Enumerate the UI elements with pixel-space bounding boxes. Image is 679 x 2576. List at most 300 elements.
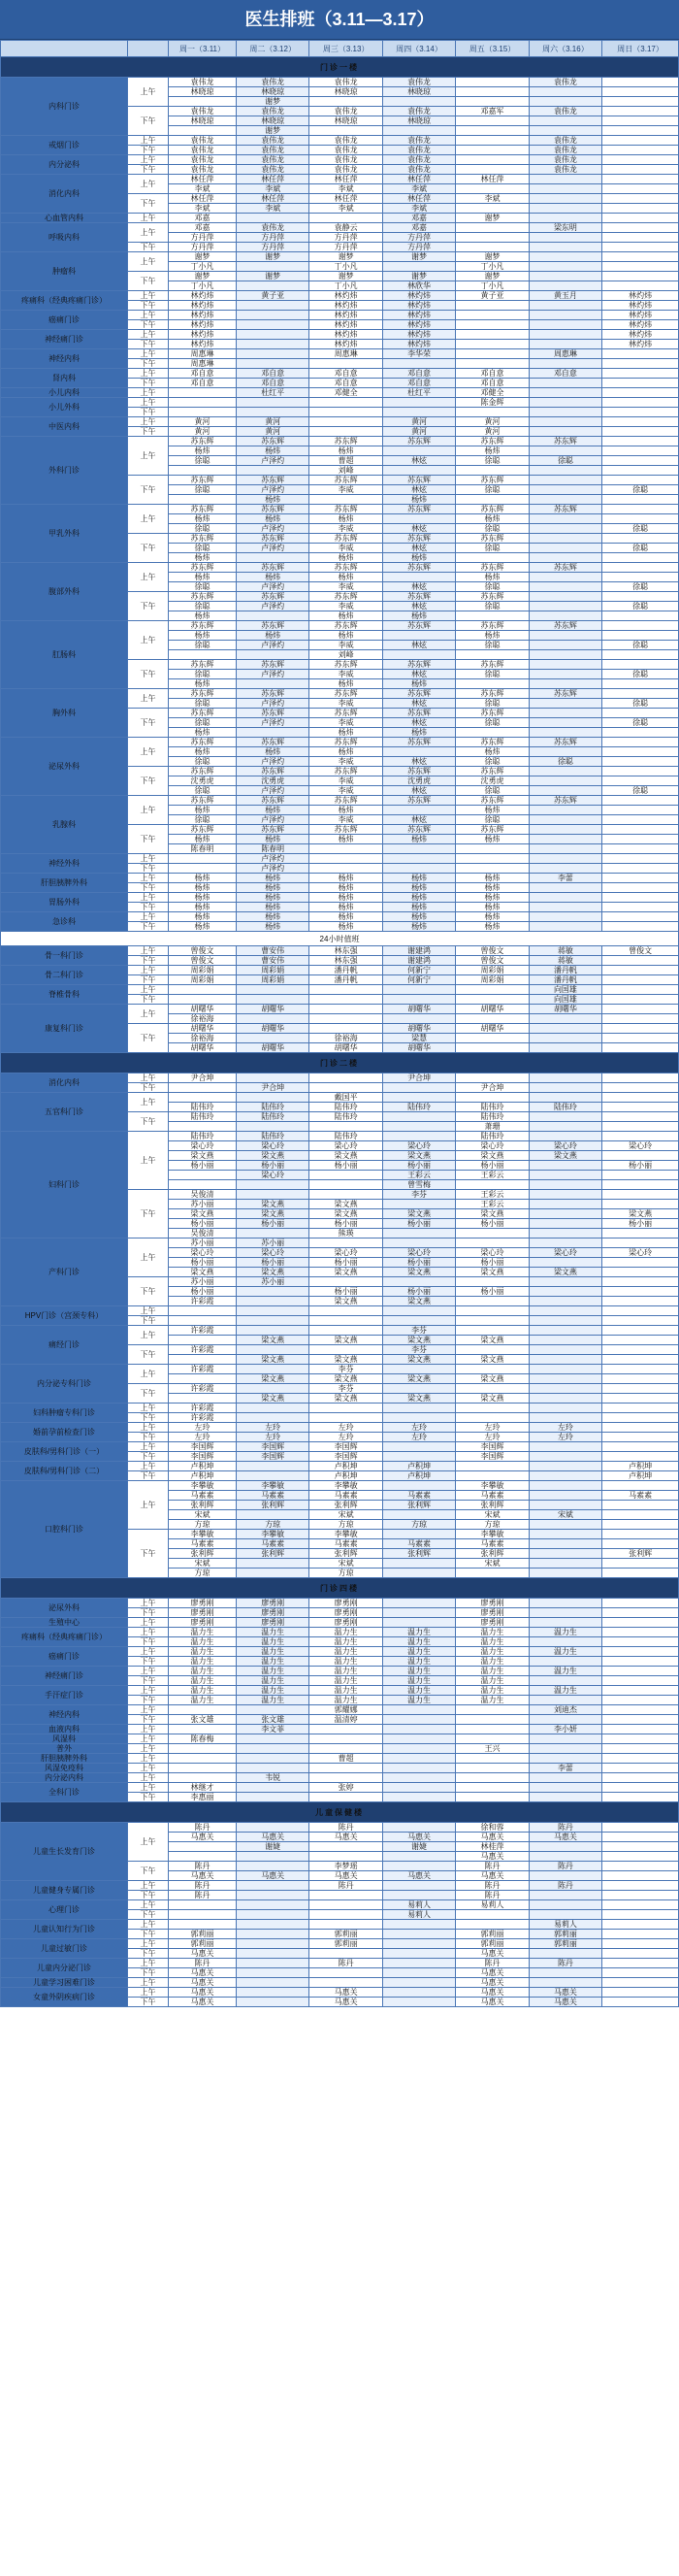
section-title: 儿童保健楼	[1, 1802, 679, 1823]
doctor-cell	[382, 1783, 455, 1793]
doctor-cell: 梁文燕	[236, 1200, 308, 1209]
half-day-label: 下午	[127, 1862, 168, 1881]
header-cell	[1, 41, 128, 57]
doctor-cell: 马惠关	[382, 1871, 455, 1881]
doctor-cell	[602, 146, 679, 155]
doctor-cell: 袁伟龙	[236, 165, 308, 175]
half-day-label: 上午	[127, 1005, 168, 1024]
doctor-cell	[602, 806, 679, 815]
table-row	[1, 1462, 679, 1471]
doctor-cell: 苏东辉	[236, 767, 308, 776]
doctor-cell: 陆伟玲	[529, 1103, 601, 1112]
doctor-cell: 林任萍	[309, 175, 382, 184]
half-day-label: 上午	[127, 175, 168, 194]
doctor-cell: 温力生	[382, 1647, 455, 1657]
table-row	[1, 1093, 679, 1103]
doctor-cell: 谢建鸿	[382, 946, 455, 956]
table-row	[1, 893, 679, 903]
doctor-cell	[236, 320, 308, 330]
doctor-cell: 邓自意	[382, 369, 455, 379]
doctor-cell: 杨炜	[382, 728, 455, 738]
doctor-cell	[529, 243, 601, 252]
doctor-cell: 邓自意	[309, 379, 382, 388]
doctor-cell: 苏东辉	[309, 689, 382, 699]
doctor-cell	[309, 1190, 382, 1200]
doctor-cell	[602, 553, 679, 563]
doctor-cell: 陈春明	[236, 844, 308, 854]
doctor-cell: 苏东辉	[309, 621, 382, 631]
doctor-cell: 苏东辉	[529, 505, 601, 514]
doctor-cell: 袁伟龙	[309, 107, 382, 116]
doctor-cell: 梁文燕	[236, 1394, 308, 1404]
doctor-cell	[602, 1014, 679, 1024]
doctor-cell: 杨小丽	[169, 1258, 237, 1268]
doctor-cell: 胡曙华	[456, 1024, 529, 1034]
doctor-cell	[456, 97, 529, 107]
doctor-cell: 杨炜	[382, 874, 455, 883]
doctor-cell: 陈丹	[456, 1959, 529, 1968]
doctor-cell: 徐聪	[602, 699, 679, 709]
doctor-cell	[529, 359, 601, 369]
table-row	[1, 1959, 679, 1968]
doctor-cell	[602, 874, 679, 883]
doctor-cell	[382, 1881, 455, 1891]
doctor-cell	[529, 379, 601, 388]
doctor-cell: 张利辉	[309, 1501, 382, 1510]
doctor-cell: 梁文燕	[382, 1297, 455, 1306]
table-row	[1, 1442, 679, 1452]
half-day-label: 上午	[127, 738, 168, 767]
doctor-cell	[309, 1920, 382, 1930]
doctor-cell	[236, 1891, 308, 1900]
doctor-cell	[236, 1744, 308, 1754]
doctor-cell: 苏东辉	[382, 709, 455, 718]
doctor-cell	[602, 1336, 679, 1345]
doctor-cell: 徐聪	[602, 786, 679, 796]
doctor-cell: 苏东辉	[456, 437, 529, 446]
doctor-cell: 温力生	[169, 1647, 237, 1657]
doctor-cell	[602, 476, 679, 485]
doctor-cell: 林炫	[382, 718, 455, 728]
dept-name: 胃肠外科	[1, 893, 128, 912]
doctor-cell: 苏东辉	[529, 689, 601, 699]
doctor-cell: 马素素	[456, 1491, 529, 1501]
doctor-cell	[382, 854, 455, 864]
doctor-cell	[529, 825, 601, 835]
doctor-cell: 卢积坤	[309, 1462, 382, 1471]
half-day-label: 上午	[127, 1599, 168, 1608]
half-day-label: 下午	[127, 1024, 168, 1053]
doctor-cell	[529, 1219, 601, 1229]
half-day-label: 下午	[127, 1968, 168, 1978]
doctor-cell	[309, 97, 382, 107]
doctor-cell: 李攀敏	[456, 1530, 529, 1539]
table-row	[1, 1705, 679, 1715]
doctor-cell: 温力生	[169, 1628, 237, 1637]
doctor-cell: 温力生	[382, 1657, 455, 1667]
doctor-cell	[169, 985, 237, 995]
table-row	[1, 223, 679, 233]
doctor-cell: 徐聪	[169, 544, 237, 553]
doctor-cell	[529, 272, 601, 281]
doctor-cell	[602, 1481, 679, 1491]
doctor-cell	[529, 1190, 601, 1200]
doctor-cell: 陆伟玲	[456, 1103, 529, 1112]
doctor-cell: 胡曙华	[309, 1043, 382, 1053]
doctor-cell: 杨小丽	[309, 1287, 382, 1297]
table-row	[1, 1599, 679, 1608]
doctor-cell: 林灼炜	[382, 301, 455, 311]
doctor-cell	[602, 1705, 679, 1715]
doctor-cell: 杨炜	[309, 446, 382, 456]
doctor-cell: 杨小丽	[602, 1161, 679, 1171]
doctor-cell	[529, 1968, 601, 1978]
header-cell: 周日（3.17）	[602, 41, 679, 57]
doctor-cell	[456, 165, 529, 175]
half-day-label: 下午	[127, 903, 168, 912]
doctor-cell: 张利辉	[382, 1501, 455, 1510]
table-row	[1, 1423, 679, 1433]
doctor-cell	[529, 97, 601, 107]
doctor-cell	[236, 1413, 308, 1423]
doctor-cell	[456, 1793, 529, 1802]
doctor-cell: 王彩云	[456, 1200, 529, 1209]
half-day-label: 下午	[127, 1190, 168, 1238]
dept-name: 内分泌专科门诊	[1, 1365, 128, 1404]
half-day-label: 下午	[127, 107, 168, 136]
doctor-cell: 徐聪	[602, 544, 679, 553]
doctor-cell: 袁伟龙	[236, 155, 308, 165]
doctor-cell: 潘丹帆	[309, 975, 382, 985]
doctor-cell	[169, 1180, 237, 1190]
doctor-cell	[236, 466, 308, 476]
table-row	[1, 1725, 679, 1734]
doctor-cell: 马惠关	[169, 1871, 237, 1881]
doctor-cell	[382, 1200, 455, 1209]
doctor-cell: 徐聪	[169, 757, 237, 767]
doctor-cell: 曹安伟	[236, 956, 308, 966]
doctor-cell: 潘丹帆	[529, 975, 601, 985]
doctor-cell: 杨炜	[382, 495, 455, 505]
half-day-label: 下午	[127, 1949, 168, 1959]
doctor-cell	[382, 573, 455, 582]
doctor-cell	[529, 446, 601, 456]
doctor-cell	[309, 1978, 382, 1988]
table-row	[1, 136, 679, 146]
doctor-cell	[602, 844, 679, 854]
doctor-cell: 李威	[309, 757, 382, 767]
doctor-cell: 林晓琼	[169, 116, 237, 126]
doctor-cell	[529, 1442, 601, 1452]
doctor-cell	[236, 1978, 308, 1988]
half-day-label: 下午	[127, 301, 168, 311]
doctor-cell	[602, 1326, 679, 1336]
half-day-label: 上午	[127, 1073, 168, 1083]
doctor-cell: 徐聪	[456, 602, 529, 611]
doctor-cell: 苏东辉	[382, 592, 455, 602]
doctor-cell: 马惠关	[236, 1871, 308, 1881]
dept-name: 脊椎骨科	[1, 985, 128, 1005]
doctor-cell	[602, 1978, 679, 1988]
doctor-cell	[456, 611, 529, 621]
doctor-cell	[456, 408, 529, 417]
doctor-cell	[602, 1297, 679, 1306]
doctor-cell	[602, 1667, 679, 1676]
doctor-cell: 杨炜	[309, 922, 382, 932]
doctor-cell: 林灼炜	[602, 311, 679, 320]
doctor-cell: 林任萍	[382, 175, 455, 184]
doctor-cell: 杨炜	[169, 611, 237, 621]
doctor-cell: 左玲	[169, 1423, 237, 1433]
doctor-cell: 苏东辉	[309, 660, 382, 670]
doctor-cell	[529, 1132, 601, 1141]
doctor-cell: 苏东辉	[382, 767, 455, 776]
doctor-cell	[456, 1384, 529, 1394]
doctor-cell	[602, 1833, 679, 1842]
doctor-cell	[529, 1462, 601, 1471]
doctor-cell: 李攀敏	[169, 1530, 237, 1539]
doctor-cell	[382, 1384, 455, 1394]
doctor-cell: 苏东辉	[382, 437, 455, 446]
half-day-label: 下午	[127, 767, 168, 796]
doctor-cell	[169, 1316, 237, 1326]
doctor-cell: 林灼炜	[602, 340, 679, 349]
doctor-cell: 温力生	[309, 1676, 382, 1686]
doctor-cell	[382, 1083, 455, 1093]
dept-name: 儿童学习困难门诊	[1, 1978, 128, 1988]
doctor-cell	[602, 767, 679, 776]
doctor-cell: 梁文燕	[602, 1209, 679, 1219]
doctor-cell: 张利辉	[309, 1549, 382, 1559]
doctor-cell: 徐聪	[602, 641, 679, 650]
doctor-cell: 苏东辉	[236, 592, 308, 602]
half-day-label: 上午	[127, 1939, 168, 1949]
doctor-cell: 温力生	[169, 1667, 237, 1676]
doctor-cell: 杨炜	[456, 514, 529, 524]
doctor-cell: 杨炜	[169, 912, 237, 922]
doctor-cell	[456, 1180, 529, 1190]
doctor-cell: 梁文燕	[456, 1374, 529, 1384]
doctor-cell	[309, 427, 382, 437]
doctor-cell: 杨小丽	[382, 1219, 455, 1229]
dept-name: 肾内科	[1, 369, 128, 388]
doctor-cell	[382, 1862, 455, 1871]
doctor-cell	[382, 1530, 455, 1539]
doctor-cell	[529, 1122, 601, 1132]
doctor-cell: 梁心玲	[309, 1141, 382, 1151]
doctor-cell	[602, 204, 679, 214]
doctor-cell: 廖勇刚	[169, 1599, 237, 1608]
doctor-cell	[169, 1336, 237, 1345]
doctor-cell	[309, 1024, 382, 1034]
doctor-cell: 徐聪	[456, 718, 529, 728]
doctor-cell	[456, 1715, 529, 1725]
doctor-cell	[456, 466, 529, 476]
doctor-cell: 杨炜	[169, 553, 237, 563]
doctor-cell: 徐聪	[169, 456, 237, 466]
dept-name: 儿童健身专属门诊	[1, 1881, 128, 1900]
table-row	[1, 311, 679, 320]
doctor-cell: 苏东辉	[456, 505, 529, 514]
doctor-cell: 方丹萍	[309, 243, 382, 252]
doctor-cell	[529, 1161, 601, 1171]
doctor-cell: 徐聪	[456, 456, 529, 466]
half-day-label: 下午	[127, 1793, 168, 1802]
doctor-cell: 丁小凡	[309, 262, 382, 272]
dept-name: 心血管内科	[1, 214, 128, 223]
header-row	[1, 41, 679, 57]
doctor-cell: 林灼炜	[309, 340, 382, 349]
doctor-cell	[456, 349, 529, 359]
half-day-label: 上午	[127, 437, 168, 476]
half-day-label: 下午	[127, 1083, 168, 1093]
doctor-cell: 杨炜	[169, 573, 237, 582]
doctor-cell	[456, 1569, 529, 1578]
doctor-cell: 徐聪	[602, 524, 679, 534]
doctor-cell: 邓嘉	[382, 214, 455, 223]
doctor-cell: 徐聪	[456, 524, 529, 534]
doctor-cell: 卢泽灼	[236, 485, 308, 495]
doctor-cell: 马惠关	[169, 1988, 237, 1998]
dept-name: 内分泌内科	[1, 1773, 128, 1783]
section-header-row	[1, 1578, 679, 1599]
half-day-label: 上午	[127, 966, 168, 975]
doctor-cell	[602, 1258, 679, 1268]
doctor-cell: 方丹萍	[309, 233, 382, 243]
half-day-label: 下午	[127, 340, 168, 349]
doctor-cell: 张利辉	[236, 1501, 308, 1510]
doctor-cell: 李威	[309, 582, 382, 592]
doctor-cell: 李斌	[169, 184, 237, 194]
doctor-cell: 徐聪	[169, 670, 237, 679]
doctor-cell	[602, 78, 679, 87]
doctor-cell: 徐聪	[602, 602, 679, 611]
dept-name: 儿童过敏门诊	[1, 1939, 128, 1959]
half-day-label: 下午	[127, 408, 168, 417]
table-row	[1, 1754, 679, 1764]
doctor-cell: 温力生	[382, 1676, 455, 1686]
doctor-cell	[529, 922, 601, 932]
table-row	[1, 912, 679, 922]
doctor-cell: 杨炜	[309, 874, 382, 883]
half-day-label: 上午	[127, 388, 168, 398]
doctor-cell	[236, 1365, 308, 1374]
doctor-cell	[309, 1014, 382, 1024]
half-day-label: 上午	[127, 1132, 168, 1190]
doctor-cell: 廖勇刚	[169, 1618, 237, 1628]
doctor-cell	[602, 1112, 679, 1122]
doctor-cell	[602, 1316, 679, 1326]
doctor-cell: 左玲	[382, 1433, 455, 1442]
doctor-cell: 梁文燕	[309, 1200, 382, 1209]
doctor-cell: 方琼	[309, 1520, 382, 1530]
doctor-cell: 袁伟龙	[169, 136, 237, 146]
doctor-cell	[456, 243, 529, 252]
doctor-cell	[382, 747, 455, 757]
dept-name: 婚前孕前检查门诊	[1, 1423, 128, 1442]
doctor-cell: 温力生	[456, 1667, 529, 1676]
doctor-cell: 向国雄	[529, 985, 601, 995]
table-row	[1, 738, 679, 747]
doctor-cell: 徐聪	[456, 641, 529, 650]
doctor-cell: 梁文燕	[382, 1336, 455, 1345]
doctor-cell: 许彩霞	[169, 1345, 237, 1355]
doctor-cell	[529, 1014, 601, 1024]
doctor-cell: 邓自意	[456, 369, 529, 379]
doctor-cell: 马素素	[169, 1491, 237, 1501]
dept-name: 产科门诊	[1, 1238, 128, 1306]
doctor-cell: 廖勇刚	[309, 1608, 382, 1618]
doctor-cell	[236, 262, 308, 272]
doctor-cell	[529, 1394, 601, 1404]
doctor-cell	[602, 514, 679, 524]
doctor-cell: 卢泽灼	[236, 456, 308, 466]
doctor-cell: 邓自意	[309, 369, 382, 379]
doctor-cell	[602, 1988, 679, 1998]
doctor-cell: 李威	[309, 670, 382, 679]
doctor-cell	[456, 1920, 529, 1930]
doctor-cell: 马惠关	[169, 1833, 237, 1842]
doctor-cell: 温力生	[529, 1667, 601, 1676]
doctor-cell	[529, 573, 601, 582]
doctor-cell: 许彩霞	[169, 1365, 237, 1374]
doctor-cell: 苏东辉	[169, 767, 237, 776]
doctor-cell: 苏东辉	[169, 689, 237, 699]
doctor-cell: 林灼炜	[382, 311, 455, 320]
doctor-cell	[602, 427, 679, 437]
half-day-label: 下午	[127, 975, 168, 985]
doctor-cell	[169, 1374, 237, 1384]
doctor-cell	[529, 1910, 601, 1920]
doctor-cell	[236, 1471, 308, 1481]
doctor-cell: 温力生	[456, 1696, 529, 1705]
table-row	[1, 1920, 679, 1930]
doctor-cell	[602, 281, 679, 291]
doctor-cell	[602, 1501, 679, 1510]
doctor-cell	[529, 544, 601, 553]
doctor-cell: 李芬	[309, 1384, 382, 1394]
half-day-label: 下午	[127, 1657, 168, 1667]
doctor-cell: 苏东辉	[309, 825, 382, 835]
doctor-cell: 袁伟龙	[169, 107, 237, 116]
doctor-cell: 胡曙华	[529, 1005, 601, 1014]
doctor-cell: 苏东辉	[456, 563, 529, 573]
doctor-cell	[602, 757, 679, 767]
doctor-cell	[529, 330, 601, 340]
doctor-cell	[309, 1725, 382, 1734]
half-day-label: 上午	[127, 1734, 168, 1744]
doctor-cell	[602, 1268, 679, 1277]
doctor-cell	[236, 553, 308, 563]
doctor-cell	[602, 1900, 679, 1910]
doctor-cell: 杨炜	[456, 573, 529, 582]
doctor-cell: 徐聪	[169, 524, 237, 534]
doctor-cell	[382, 1442, 455, 1452]
doctor-cell	[529, 718, 601, 728]
doctor-cell	[602, 262, 679, 272]
doctor-cell	[529, 864, 601, 874]
doctor-cell: 袁伟龙	[382, 78, 455, 87]
doctor-cell: 苏小丽	[169, 1200, 237, 1209]
doctor-cell: 袁伟龙	[382, 136, 455, 146]
dept-name: 泌尿外科	[1, 1599, 128, 1618]
doctor-cell	[382, 1618, 455, 1628]
doctor-cell: 马素素	[382, 1491, 455, 1501]
doctor-cell: 苏东辉	[169, 660, 237, 670]
doctor-cell	[602, 349, 679, 359]
doctor-cell: 李蕾	[529, 874, 601, 883]
half-day-label: 下午	[127, 243, 168, 252]
